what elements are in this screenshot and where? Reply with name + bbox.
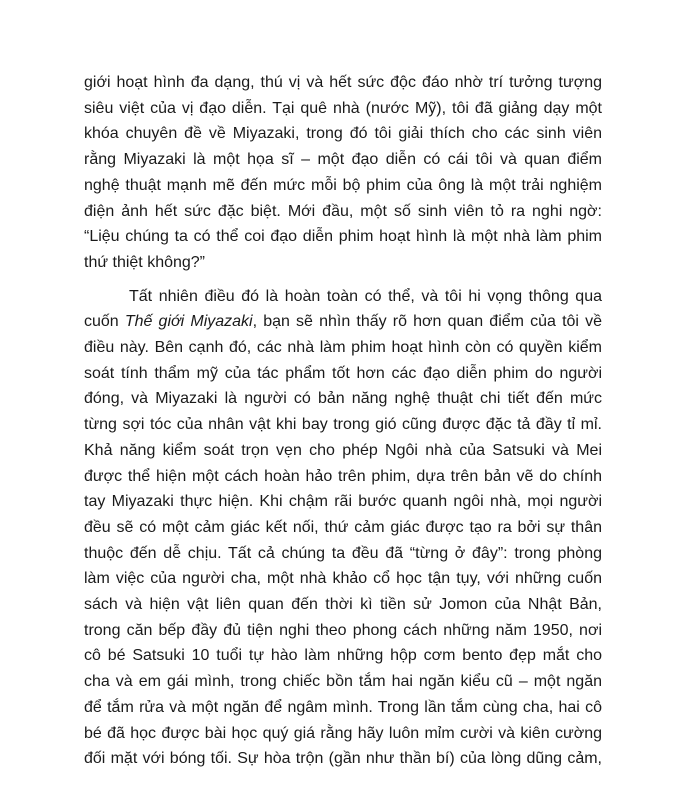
text-line: bé đã học được bài học quý giá rằng hãy luôn mỉm cười và kiên cường	[84, 724, 602, 742]
text-line: điện ảnh hết sức đặc biệt. Mới đầu, một số sinh viên tỏ ra nghi ngờ:	[84, 202, 602, 220]
text-line-indented: Tất nhiên điều đó là hoàn toàn có thể, và tôi hi vọng thông qua	[129, 287, 602, 305]
book-title: Thế giới Miyazaki	[124, 313, 253, 331]
text-line: nghệ thuật mạnh mẽ đến mức mỗi bộ phim của ông là một trải nghiệm	[84, 176, 602, 194]
text-line: làm việc của người cha, một nhà khảo cổ học tận tụy, với những cuốn	[84, 570, 602, 588]
text-span: , bạn sẽ nhìn thấy rõ hơn quan điểm của tôi về	[252, 313, 603, 331]
text-line: được thể hiện một cách hoàn hảo trên phim, dựa trên bản vẽ do chính	[84, 467, 602, 485]
text-line: để tắm rửa và một ngăn để ngâm mình. Trong lần tắm cùng cha, hai cô	[84, 698, 602, 716]
text-line: sách và hiện vật liên quan đến thời kì tiền sử Jomon của Nhật Bản,	[84, 596, 602, 614]
text-line: cô bé Satsuki 10 tuổi tự hào làm những hộp cơm bento đẹp mắt cho	[84, 647, 602, 665]
text-line: thuộc đến dễ chịu. Tất cả chúng ta đều đã “từng ở đây”: trong phòng	[84, 544, 602, 562]
text-line: khóa chuyên đề về Miyazaki, trong đó tôi giải thích cho các sinh viên	[84, 125, 602, 143]
text-line: đối mặt với bóng tối. Sự hòa trộn (gần như thần bí) của lòng dũng cảm,	[84, 750, 602, 768]
text-line: giới hoạt hình đa dạng, thú vị và hết sức độc đáo nhờ trí tưởng tượng	[84, 74, 602, 91]
text-line: đều sẽ có một cảm giác kết nối, thứ cảm giác được tạo ra bởi sự thân	[84, 518, 602, 536]
text-line: tay Miyazaki thực hiện. Khi chậm rãi bước quanh ngôi nhà, mọi người	[84, 493, 602, 511]
text-line: soát tính thẩm mỹ của tác phẩm tốt hơn các đạo diễn phim do người	[84, 364, 602, 382]
text-line: siêu việt của vị đạo diễn. Tại quê nhà (nước Mỹ), tôi đã giảng dạy một	[84, 99, 602, 117]
text-span: cuốn	[84, 313, 125, 331]
text-line: từng sợi tóc của nhân vật khi bay trong gió cũng được đặc tả đầy tỉ mỉ.	[84, 416, 602, 434]
text-line: trong căn bếp đầy đủ tiện nghi theo phong cách những năm 1950, nơi	[84, 621, 602, 639]
text-line: “Liệu chúng ta có thể coi đạo diễn phim hoạt hình là một nhà làm phim	[84, 228, 602, 246]
text-line: thứ thiệt không?”	[84, 253, 206, 271]
text-line: cha và em gái mình, trong chiếc bồn tắm hai ngăn kiểu cũ – một ngăn	[84, 673, 602, 691]
paragraph-2	[84, 284, 602, 772]
text-line: điều này. Bên cạnh đó, các nhà làm phim hoạt hình còn có quyền kiểm	[84, 339, 602, 357]
document-page	[84, 70, 602, 772]
text-line: đóng, và Miyazaki là người có bản năng nghệ thuật chi tiết đến mức	[84, 390, 602, 408]
text-line: Khả năng kiểm soát trọn vẹn cho phép Ngôi nhà của Satsuki và Mei	[84, 441, 602, 459]
paragraph-1	[84, 70, 602, 276]
text-line: rằng Miyazaki là một họa sĩ – một đạo diễn có cái tôi và quan điểm	[84, 151, 602, 169]
text-line-with-title	[84, 309, 602, 335]
